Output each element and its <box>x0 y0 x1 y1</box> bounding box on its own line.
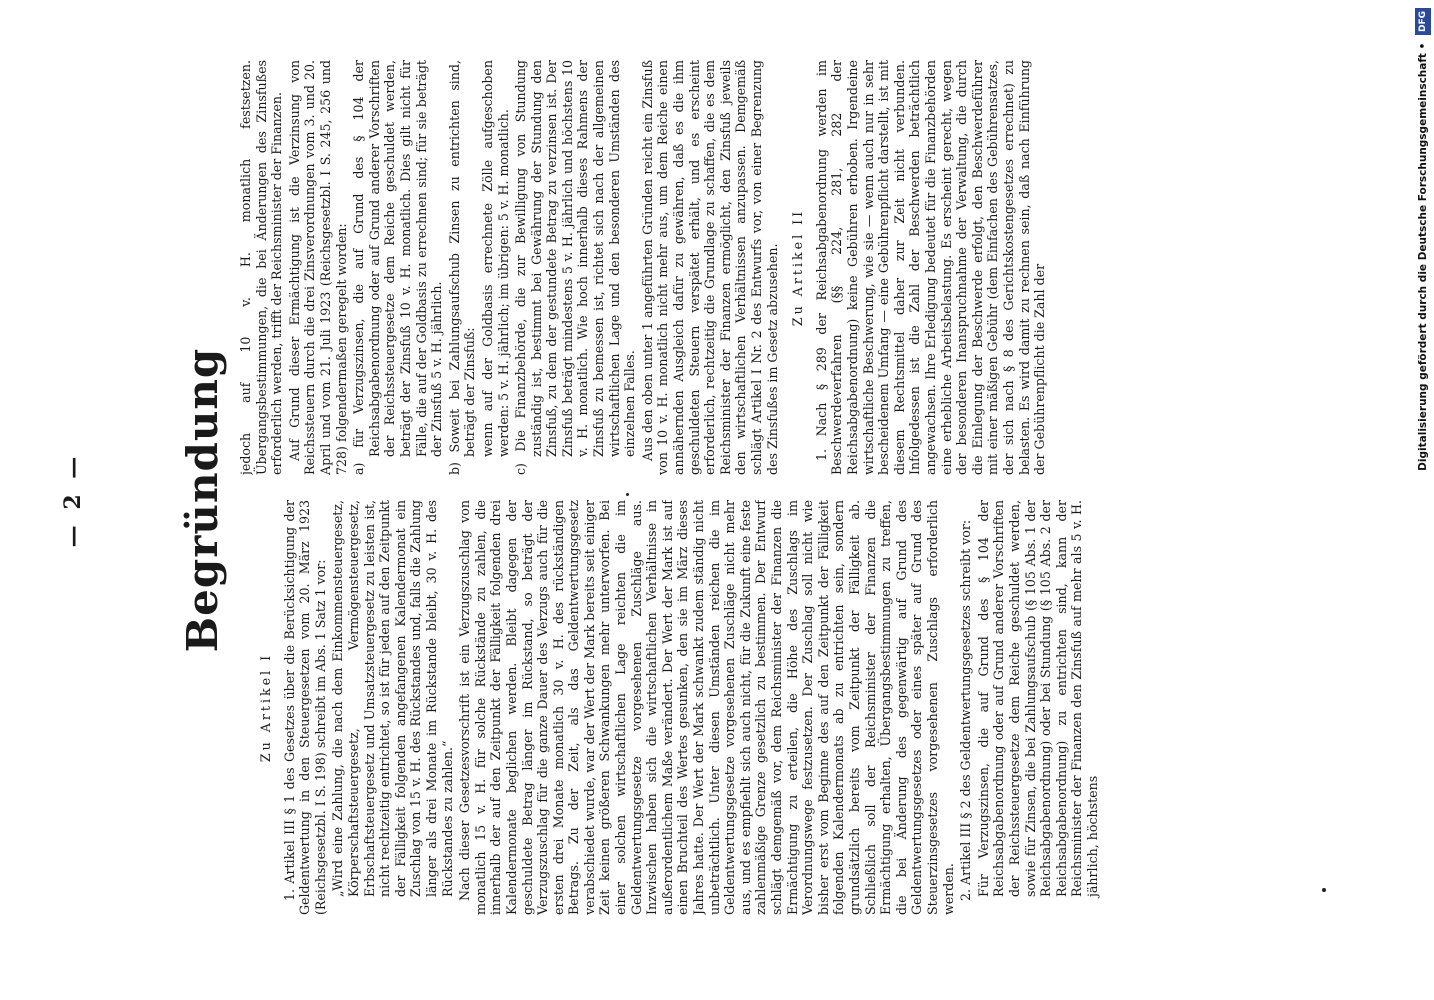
scan-speck <box>1322 888 1326 892</box>
section-heading-artikel-2: Zu Artikel II <box>790 208 806 327</box>
right-column <box>238 60 1303 475</box>
paragraph: Aus den oben unter 1 angeführten Gründen reicht ein Zinsfuß von 10 v. H. monatlich nicht mehr aus, um dem Reiche einen annähernden Ausgleich dafür zu gewähren, daß es die ihm geschuldeten Steuern verspätet erhält, und es erscheint erforderlich, rechtzeitig die Grundlage zu schaffen, die es dem Reichsminister der Finanzen ermöglicht, den Zinsfuß jeweils den wirtschaftlichen Verhältnissen anzupassen. Demgemäß schlägt Artikel I Nr. 2 des Entwurfs vor, von einer Begrenzung des Zinsfußes im Gesetz abzusehen. <box>639 60 780 475</box>
list-item: c) Die Finanzbehörde, die zur Bewilligung von Stundung zuständig ist, bestimmt bei Gewährung der Stundung den Zinsfuß, zu dem der gestundete Betrag zu verzinsen ist. Der Zinsfuß beträgt mindestens 5 v. H. jährlich und höchstens 10 v. H. monatlich. Wie hoch innerhalb dieses Rahmens der Zinsfuß zu bemessen ist, richtet sich nach der allgemeinen wirtschaftlichen Lage und den besonderen Umständen des einzelnen Falles. <box>513 60 638 475</box>
page-title: Begründung <box>178 347 227 653</box>
list-item: a) für Verzugszinsen, die auf Grund des § 104 der Reichsabgabenordnung oder auf Grund anderer Vorschriften der Reichssteuergesetze dem Reiche geschuldet werden, beträgt der Zinsfuß 10 v. H. monatlich. Dies gilt nicht für Fälle, die auf der Goldbasis zu errechnen sind; für sie beträgt der Zinsfuß 5 v. H. jährlich. <box>351 60 445 475</box>
page-number: — 2 — <box>60 452 86 548</box>
quote-paragraph: Für Verzugszinsen, die auf Grund des § 104 der Reichsabgabenordnung oder auf Grund anderer Vorschriften der Reichssteuergesetze dem Reiche geschuldet werden, sowie für Zinsen, die bei Zahlungsaufschub (§ 105 Abs. 1 der Reichsabgabenordnung) oder bei Stundung (§ 105 Abs. 2 der Reichsabgabenordnung) zu entrichten sind, kann der Reichsminister der Finanzen den Zinsfuß auf mehr als 5 v. H. jährlich, höchstens <box>975 500 1100 897</box>
quote-paragraph: „Wird eine Zahlung, die nach dem Einkommensteuergesetz, Körperschaftsteuergesetz, Vermögensteuergesetz, Erbschaftsteuergesetz und Umsatzsteuergesetz zu leisten ist, nicht rechtzeitig entrichtet, so ist für jeden auf den Zeitpunkt der Fälligkeit folgenden angefangenen Kalendermonat ein Zuschlag von 15 v. H. des Rückstandes und, falls die Zahlung länger als drei Monate im Rückstande bleibt, 30 v. H. des Rückstandes zu zahlen.“ <box>330 500 455 897</box>
section-heading-artikel-1: Zu Artikel I <box>258 652 273 763</box>
digitization-strip <box>1412 0 1434 1000</box>
left-column <box>248 500 1313 915</box>
paragraph: jedoch auf 10 v. H. monatlich festsetzen. Übergangsbestimmungen, die bei Änderungen des Zinsfußes erforderlich werden, trifft der Reichsminister der Finanzen. <box>238 60 285 475</box>
digitization-credit <box>1412 0 1434 1000</box>
paragraph: 2. Artikel III § 2 des Geldentwertungsgesetzes schreibt vor: <box>958 519 974 901</box>
paragraph: 1. Artikel III § 1 des Gesetzes über die Berücksichtigung der Geldentwertung in den Steuergesetzen vom 20. März 1923 (Reichsgesetzbl. I S. 198) schreibt im Abs. 1 Satz 1 vor: <box>281 500 328 915</box>
list-item: b) Soweit bei Zahlungsaufschub Zinsen zu entrichten sind, beträgt der Zinsfuß: <box>446 60 478 475</box>
paragraph: Auf Grund dieser Ermächtigung ist die Verzinsung von Reichssteuern durch die drei Zinsverordnungen vom 3. und 20. April und vom 21. Juli 1923 (Reichsgesetzbl. I S. 245, 256 und 728) folgendermaßen geregelt worden: <box>286 60 349 475</box>
list-subitem: wenn auf der Goldbasis errechnete Zölle aufgeschoben werden: 5 v. H. jährlich; im übrigen: 5 v. H. monatlich. <box>479 60 511 457</box>
paragraph: 1. Nach § 289 der Reichsabgabenordnung werden im Beschwerdeverfahren (§§ 224, 281, 282 der Reichsabgabenordnung) keine Gebühren erhoben. Irgendeine wirtschaftliche Beschwerung, wie sie — wenn auch nur in sehr bescheidenem Umfang — eine Gebührenpflicht darstellt, ist mit diesem Rechtsmittel daher zur Zeit nicht verbunden. Infolgedessen ist die Zahl der Beschwerden beträchtlich angewachsen. Ihre Erledigung bedeutet für die Finanzbehörden eine erhebliche Arbeitsbelastung. Es erscheint gerecht, wegen der besonderen Inanspruchnahme der Verwaltung, die durch die Einlegung der Beschwerde erfolgt, den Beschwerdeführer mit einer mäßigen Gebühr (dem Einfachen des Gebührensatzes, der sich nach § 8 des Gerichtskostengesetzes errechnet) zu belasten. Es wird damit zu rechnen sein, daß nach Einführung der Gebührenpflicht die Zahl der <box>813 60 1048 475</box>
paragraph: Nach dieser Gesetzesvorschrift ist ein Verzugszuschlag von monatlich 15 v. H. für solche Rückstände zu zahlen, die innerhalb der auf den Zeitpunkt der Fälligkeit folgenden drei Kalendermonate beglichen werden. Bleibt dagegen der geschuldete Betrag länger im Rückstand, so beträgt der Verzugszuschlag für die ganze Dauer des Verzugs auch für die ersten drei Monate monatlich 30 v. H. des rückständigen Betrags. Zu der Zeit, als das Geldentwertungsgesetz verabschiedet wurde, war der Wert der Mark bereits seit einiger Zeit keinen größeren Schwankungen mehr unterworfen. Bei einer solchen wirtschaftlichen Lage reichten die im Geldentwertungsgesetze vorgesehenen Zuschläge aus. Inzwischen haben sich die wirtschaftlichen Verhältnisse in außerordentlichem Maße verändert. Der Wert der Mark ist auf einen Bruchteil des Wertes gesunken, den sie im März dieses Jahres hatte. Der Wert der Mark schwankt zudem ständig nicht unbeträchtlich. Unter diesen Umständen reichen die im Geldentwertungsgesetze vorgesehenen Zuschläge nicht mehr aus, und es empfiehlt sich auch nicht, für die Zukunft eine feste zahlenmäßige Grenze gesetzlich zu bestimmen. Der Entwurf schlägt demgemäß vor, dem Reichsminister der Finanzen die Ermächtigung zu erteilen, die Höhe des Zuschlags im Verordnungswege festzusetzen. Der Zuschlag soll nicht wie bisher erst vom Beginne des auf den Zeitpunkt der Fälligkeit folgenden Kalendermonats ab zu entrichten sein, sondern grundsätzlich bereits vom Zeitpunkt der Fälligkeit ab. Schließlich soll der Reichsminister der Finanzen die Ermächtigung erhalten, Übergangsbestimmungen zu treffen, die bei Änderung des gegenwärtig auf Grund des Geldentwertungsgesetzes oder eines später auf Grund des Steuerzinsgesetzes vorgesehenen Zuschlags erforderlich werden. <box>457 500 956 915</box>
dfg-logo-icon: DFG <box>1415 8 1431 35</box>
credit-text: Digitalisierung gefördert durch die Deutsche Forschungsgemeinschaft • <box>1417 42 1429 471</box>
scan-speck <box>626 493 629 496</box>
